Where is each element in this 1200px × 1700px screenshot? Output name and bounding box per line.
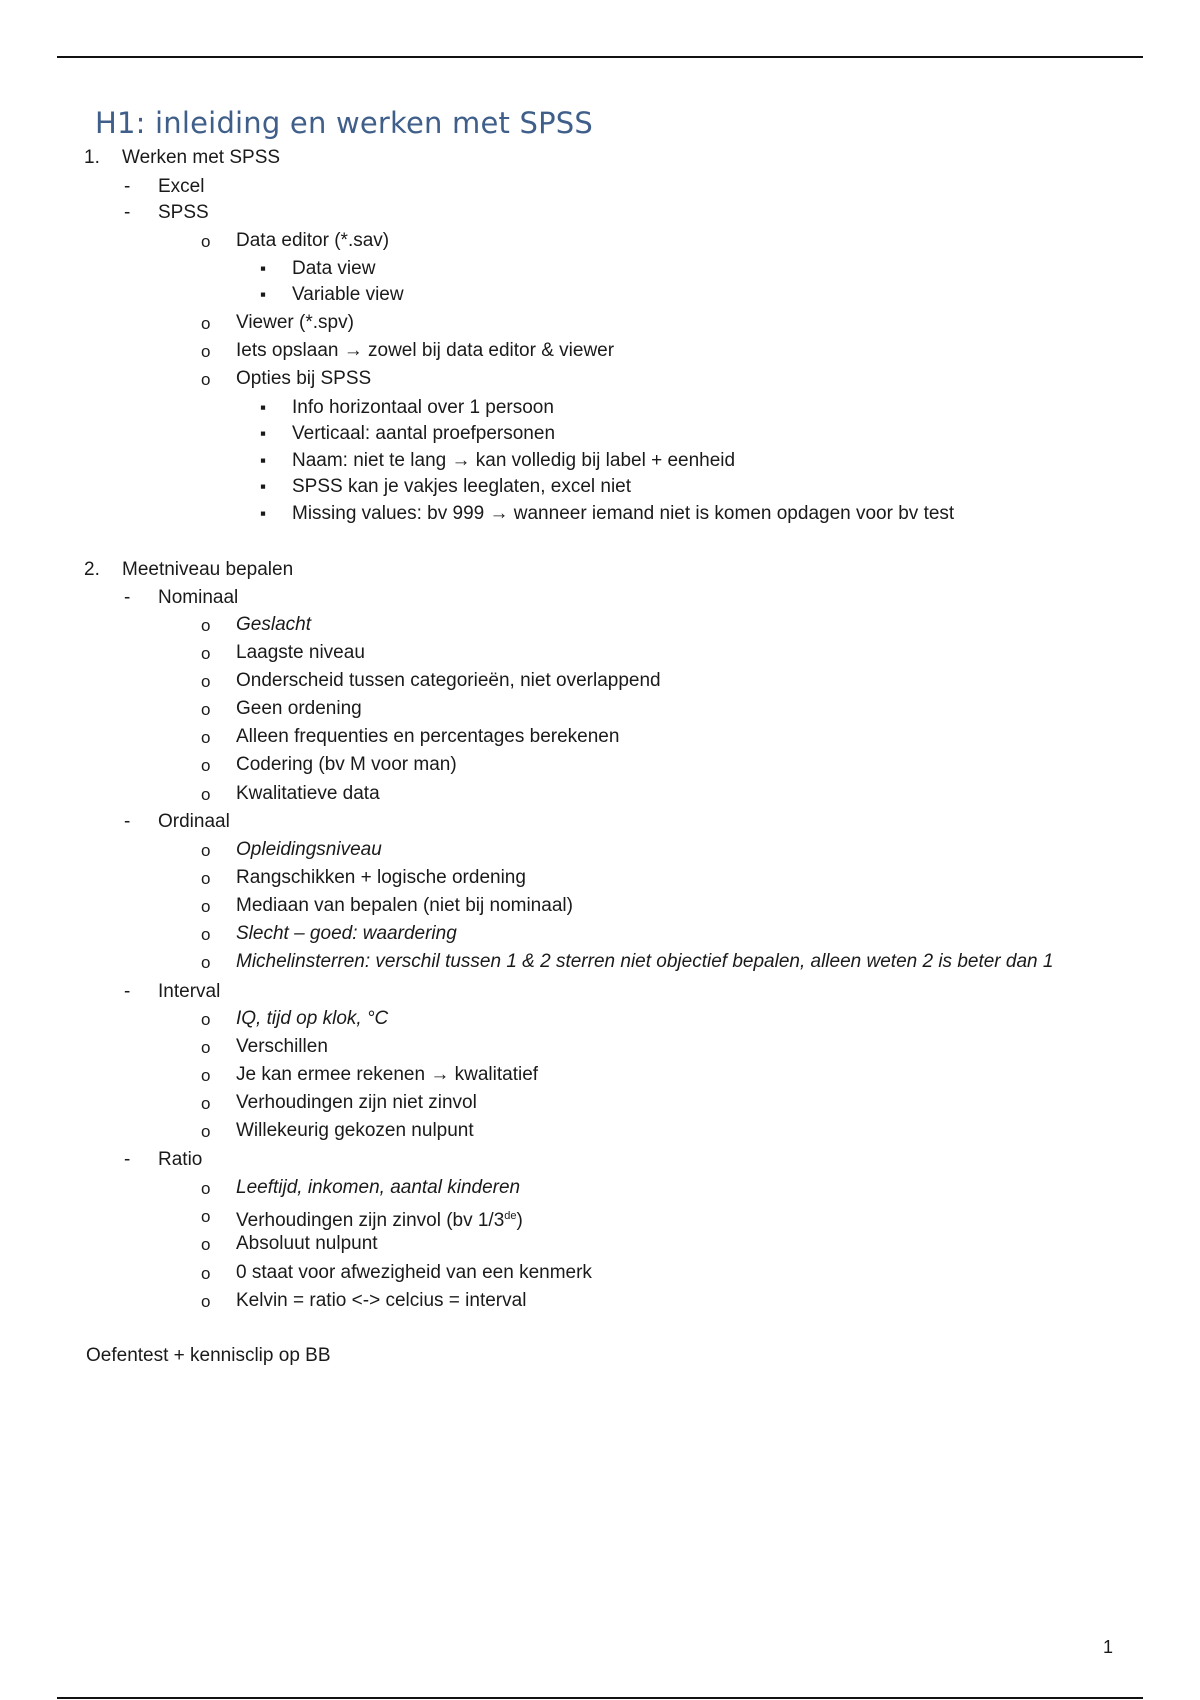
list-item: o Alleen frequenties en percentages berekenen (236, 725, 619, 749)
footer-note: Oefentest + kennisclip op BB (86, 1345, 331, 1366)
list-item: o Absoluut nulpunt (236, 1232, 378, 1256)
circle-bullet-icon: o (201, 370, 211, 389)
list-item: o Opties bij SPSS (236, 367, 371, 391)
page-title: H1: inleiding en werken met SPSS (95, 106, 594, 140)
circle-bullet-icon: o (201, 756, 211, 775)
superscript: de (504, 1210, 517, 1222)
list-item: o Kelvin = ratio <-> celcius = interval (236, 1289, 526, 1313)
list-item: o Kwalitatieve data (236, 782, 380, 806)
section-number: 1. (84, 147, 100, 168)
circle-bullet-icon: o (201, 1122, 211, 1141)
list-item: - SPSS (124, 202, 209, 223)
section-2-heading: 2. Meetniveau bepalen (84, 559, 294, 580)
circle-bullet-icon: o (201, 644, 211, 663)
list-item: o Data editor (*.sav) (236, 229, 389, 253)
list-item: o Willekeurig gekozen nulpunt (236, 1119, 474, 1143)
square-bullet-icon: ▪ (260, 398, 267, 417)
circle-bullet-icon: o (201, 1207, 211, 1226)
list-item: - Excel (124, 176, 205, 197)
circle-bullet-icon: o (201, 1292, 211, 1311)
list-item: o IQ, tijd op klok, °C (236, 1007, 388, 1031)
dash-bullet-icon: - (124, 981, 131, 1002)
circle-bullet-icon: o (201, 897, 211, 916)
top-rule (57, 56, 1143, 58)
bottom-rule (57, 1697, 1143, 1699)
circle-bullet-icon: o (201, 342, 211, 361)
list-item: o Mediaan van bepalen (niet bij nominaal) (236, 894, 573, 918)
circle-bullet-icon: o (201, 1179, 211, 1198)
circle-bullet-icon: o (201, 1038, 211, 1057)
circle-bullet-icon: o (201, 953, 211, 972)
circle-bullet-icon: o (201, 925, 211, 944)
list-item: - Nominaal (124, 587, 239, 608)
square-bullet-icon: ▪ (260, 285, 267, 304)
square-bullet-icon: ▪ (260, 259, 267, 278)
list-item: o Onderscheid tussen categorieën, niet overlappend (236, 669, 661, 693)
list-item: o 0 staat voor afwezigheid van een kenmerk (236, 1261, 592, 1285)
circle-bullet-icon: o (201, 672, 211, 691)
list-item: ▪ Variable view (260, 284, 404, 305)
dash-bullet-icon: - (124, 176, 131, 197)
list-item: o Geslacht (236, 613, 311, 637)
list-item: o Viewer (*.spv) (236, 311, 354, 335)
list-item: ▪ Naam: niet te lang → kan volledig bij label + eenheid (260, 450, 736, 471)
list-item: - Interval (124, 981, 221, 1002)
circle-bullet-icon: o (201, 869, 211, 888)
list-item: o Verschillen (236, 1035, 328, 1059)
circle-bullet-icon: o (201, 785, 211, 804)
list-item: ▪ Missing values: bv 999 → wanneer iemand niet is komen opdagen voor bv test (260, 503, 955, 524)
square-bullet-icon: ▪ (260, 477, 267, 496)
circle-bullet-icon: o (201, 1010, 211, 1029)
list-item: o Geen ordening (236, 697, 362, 721)
dash-bullet-icon: - (124, 1149, 131, 1170)
circle-bullet-icon: o (201, 1066, 211, 1085)
circle-bullet-icon: o (201, 841, 211, 860)
list-item: o Codering (bv M voor man) (236, 753, 457, 777)
list-item: o Laagste niveau (236, 641, 365, 665)
list-item: - Ratio (124, 1149, 203, 1170)
circle-bullet-icon: o (201, 1094, 211, 1113)
list-item: o Opleidingsniveau (236, 838, 382, 862)
list-item: o Verhoudingen zijn zinvol (bv 1/3de) (201, 1207, 523, 1231)
list-item: ▪ Data view (260, 258, 376, 279)
page-number: 1 (1103, 1637, 1114, 1657)
list-item: o Je kan ermee rekenen → kwalitatief (236, 1063, 538, 1087)
section-1-heading: 1. Werken met SPSS (84, 147, 281, 168)
circle-bullet-icon: o (201, 314, 211, 333)
square-bullet-icon: ▪ (260, 504, 267, 523)
circle-bullet-icon: o (201, 232, 211, 251)
circle-bullet-icon: o (201, 728, 211, 747)
list-item: - Ordinaal (124, 811, 230, 832)
square-bullet-icon: ▪ (260, 451, 267, 470)
list-item: ▪ SPSS kan je vakjes leeglaten, excel niet (260, 476, 632, 497)
section-number: 2. (84, 559, 100, 580)
circle-bullet-icon: o (201, 700, 211, 719)
dash-bullet-icon: - (124, 811, 131, 832)
square-bullet-icon: ▪ (260, 424, 267, 443)
list-item: o Slecht – goed: waardering (236, 922, 457, 946)
dash-bullet-icon: - (124, 587, 131, 608)
circle-bullet-icon: o (201, 1235, 211, 1254)
list-item: o Iets opslaan → zowel bij data editor & viewer (236, 339, 614, 363)
list-item: o Verhoudingen zijn niet zinvol (236, 1091, 477, 1115)
circle-bullet-icon: o (201, 1264, 211, 1283)
list-item: o Michelinsterren: verschil tussen 1 & 2 sterren niet objectief bepalen, alleen weten 2 is beter dan 1 (236, 950, 1053, 974)
list-item: ▪ Info horizontaal over 1 persoon (260, 397, 554, 418)
circle-bullet-icon: o (201, 616, 211, 635)
list-item: o Leeftijd, inkomen, aantal kinderen (236, 1176, 520, 1200)
list-item: o Rangschikken + logische ordening (236, 866, 526, 890)
list-item: ▪ Verticaal: aantal proefpersonen (260, 423, 556, 444)
dash-bullet-icon: - (124, 202, 131, 223)
